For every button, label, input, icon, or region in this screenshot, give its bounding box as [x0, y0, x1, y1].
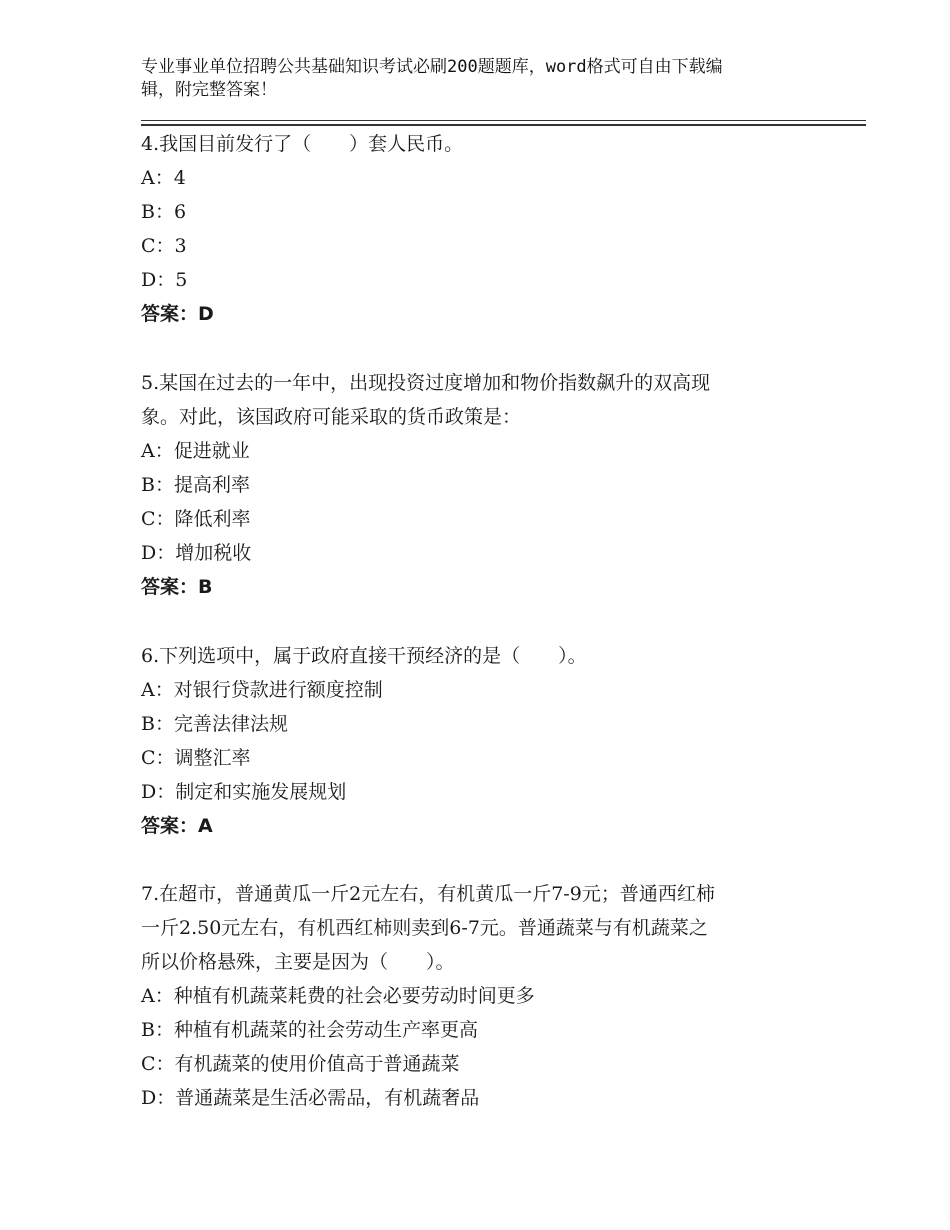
- question-4: [141, 127, 821, 331]
- question-stem-line-2: 一斤2.50元左右，有机西红柿则卖到6-7元。普通蔬菜与有机蔬菜之: [141, 917, 708, 939]
- header-divider-thick: [141, 124, 866, 126]
- question-stem: 6.下列选项中，属于政府直接干预经济的是（ ）。: [141, 645, 587, 667]
- option-a: A：对银行贷款进行额度控制: [141, 679, 383, 701]
- answer: 答案：B: [141, 576, 213, 598]
- document-header: [141, 56, 791, 102]
- option-c: C：降低利率: [141, 508, 251, 530]
- header-line-2: 辑，附完整答案！: [141, 80, 277, 100]
- header-line-1: 专业事业单位招聘公共基础知识考试必刷200题题库，word格式可自由下载编: [141, 57, 723, 77]
- option-c: C：有机蔬菜的使用价值高于普通蔬菜: [141, 1053, 460, 1075]
- option-a: A：促进就业: [141, 440, 250, 462]
- option-d: D：增加税收: [141, 542, 252, 564]
- option-b: B：完善法律法规: [141, 713, 288, 735]
- option-d: D：制定和实施发展规划: [141, 781, 347, 803]
- option-a: A：4: [141, 167, 186, 189]
- question-6: [141, 639, 821, 843]
- option-d: D：5: [141, 269, 188, 291]
- question-stem-line-1: 5.某国在过去的一年中，出现投资过度增加和物价指数飙升的双高现: [141, 372, 711, 394]
- option-b: B：6: [141, 201, 187, 223]
- question-stem-line-2: 象。对此，该国政府可能采取的货币政策是：: [141, 406, 522, 428]
- option-c: C：调整汇率: [141, 747, 251, 769]
- question-5: [141, 366, 821, 604]
- answer: 答案：A: [141, 815, 213, 837]
- question-7: [141, 877, 821, 1115]
- answer: 答案：D: [141, 303, 214, 325]
- question-stem: 4.我国目前发行了（ ）套人民币。: [141, 133, 464, 155]
- option-b: B：种植有机蔬菜的社会劳动生产率更高: [141, 1019, 478, 1041]
- header-divider-thin: [141, 120, 866, 121]
- option-a: A：种植有机蔬菜耗费的社会必要劳动时间更多: [141, 985, 535, 1007]
- option-c: C：3: [141, 235, 187, 257]
- option-d: D：普通蔬菜是生活必需品，有机蔬奢品: [141, 1087, 480, 1109]
- question-stem-line-3: 所以价格悬殊，主要是因为（ ）。: [141, 951, 455, 973]
- option-b: B：提高利率: [141, 474, 250, 496]
- question-stem-line-1: 7.在超市，普通黄瓜一斤2元左右，有机黄瓜一斤7-9元；普通西红柿: [141, 883, 715, 905]
